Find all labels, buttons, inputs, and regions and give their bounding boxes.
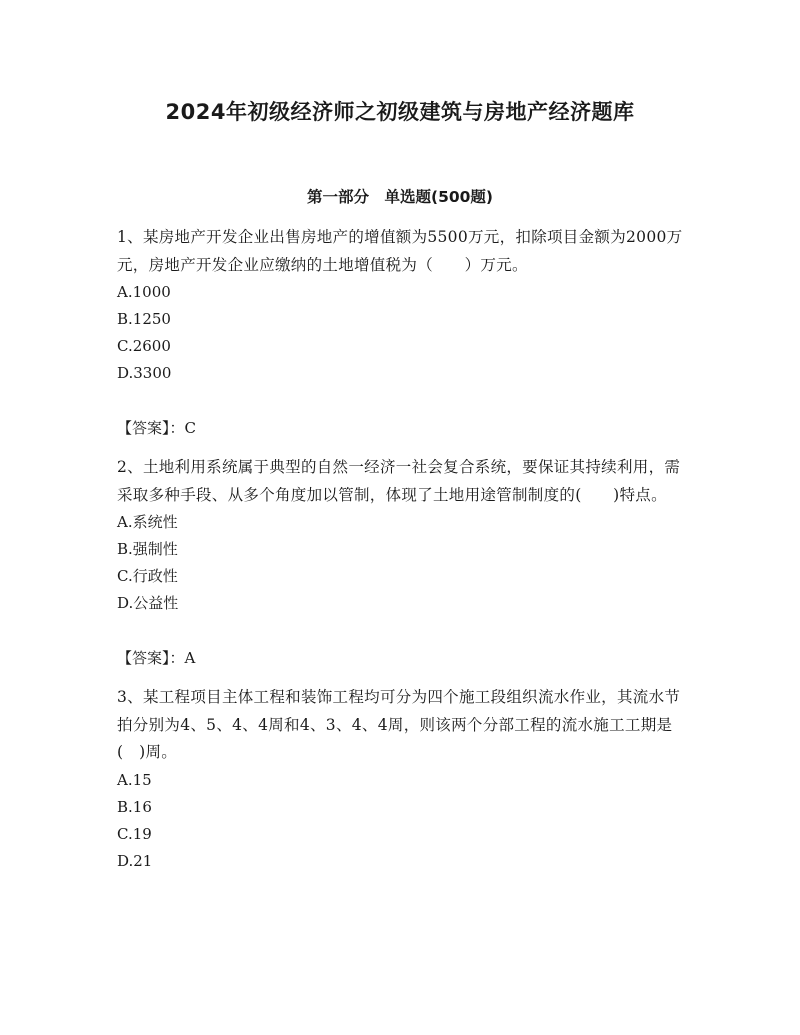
option-b: B.16 <box>117 797 152 816</box>
section-heading: 第一部分 单选题(500题) <box>306 188 494 206</box>
option-a: A.15 <box>117 770 152 789</box>
question-text: 1、某房地产开发企业出售房地产的增值额为5500万元，扣除项目金额为2000万元，房地产开发企业应缴纳的土地增值税为（ ）万元。 <box>117 228 683 274</box>
question-item <box>117 224 683 442</box>
option-a: A.1000 <box>117 283 171 301</box>
question-text: 2、土地利用系统属于典型的自然一经济一社会复合系统，要保证其持续利用，需采取多种手段、从多个角度加以管制，体现了土地用途管制制度的( )特点。 <box>117 458 681 504</box>
question-item <box>117 454 683 672</box>
option-c: C.19 <box>117 824 152 843</box>
option-c: C.2600 <box>117 337 171 355</box>
option-a: A.系统性 <box>117 513 178 531</box>
option-d: D.21 <box>117 851 153 870</box>
option-b: B.1250 <box>117 310 171 328</box>
question-list <box>117 224 683 875</box>
option-b: B.强制性 <box>117 540 178 558</box>
option-d: D.3300 <box>117 364 172 382</box>
document-title: 2024年初级经济师之初级建筑与房地产经济题库 <box>165 100 635 124</box>
option-d: D.公益性 <box>117 594 179 612</box>
answer-line: 【答案】：A <box>117 649 196 667</box>
question-text: 3、某工程项目主体工程和装饰工程均可分为四个施工段组织流水作业，其流水节拍分别为4、5、4、4周和4、3、4、4周，则该两个分部工程的流水施工工期是( )周。 <box>117 688 681 761</box>
option-c: C.行政性 <box>117 567 178 585</box>
question-item <box>117 684 683 875</box>
answer-line: 【答案】：C <box>117 419 196 437</box>
